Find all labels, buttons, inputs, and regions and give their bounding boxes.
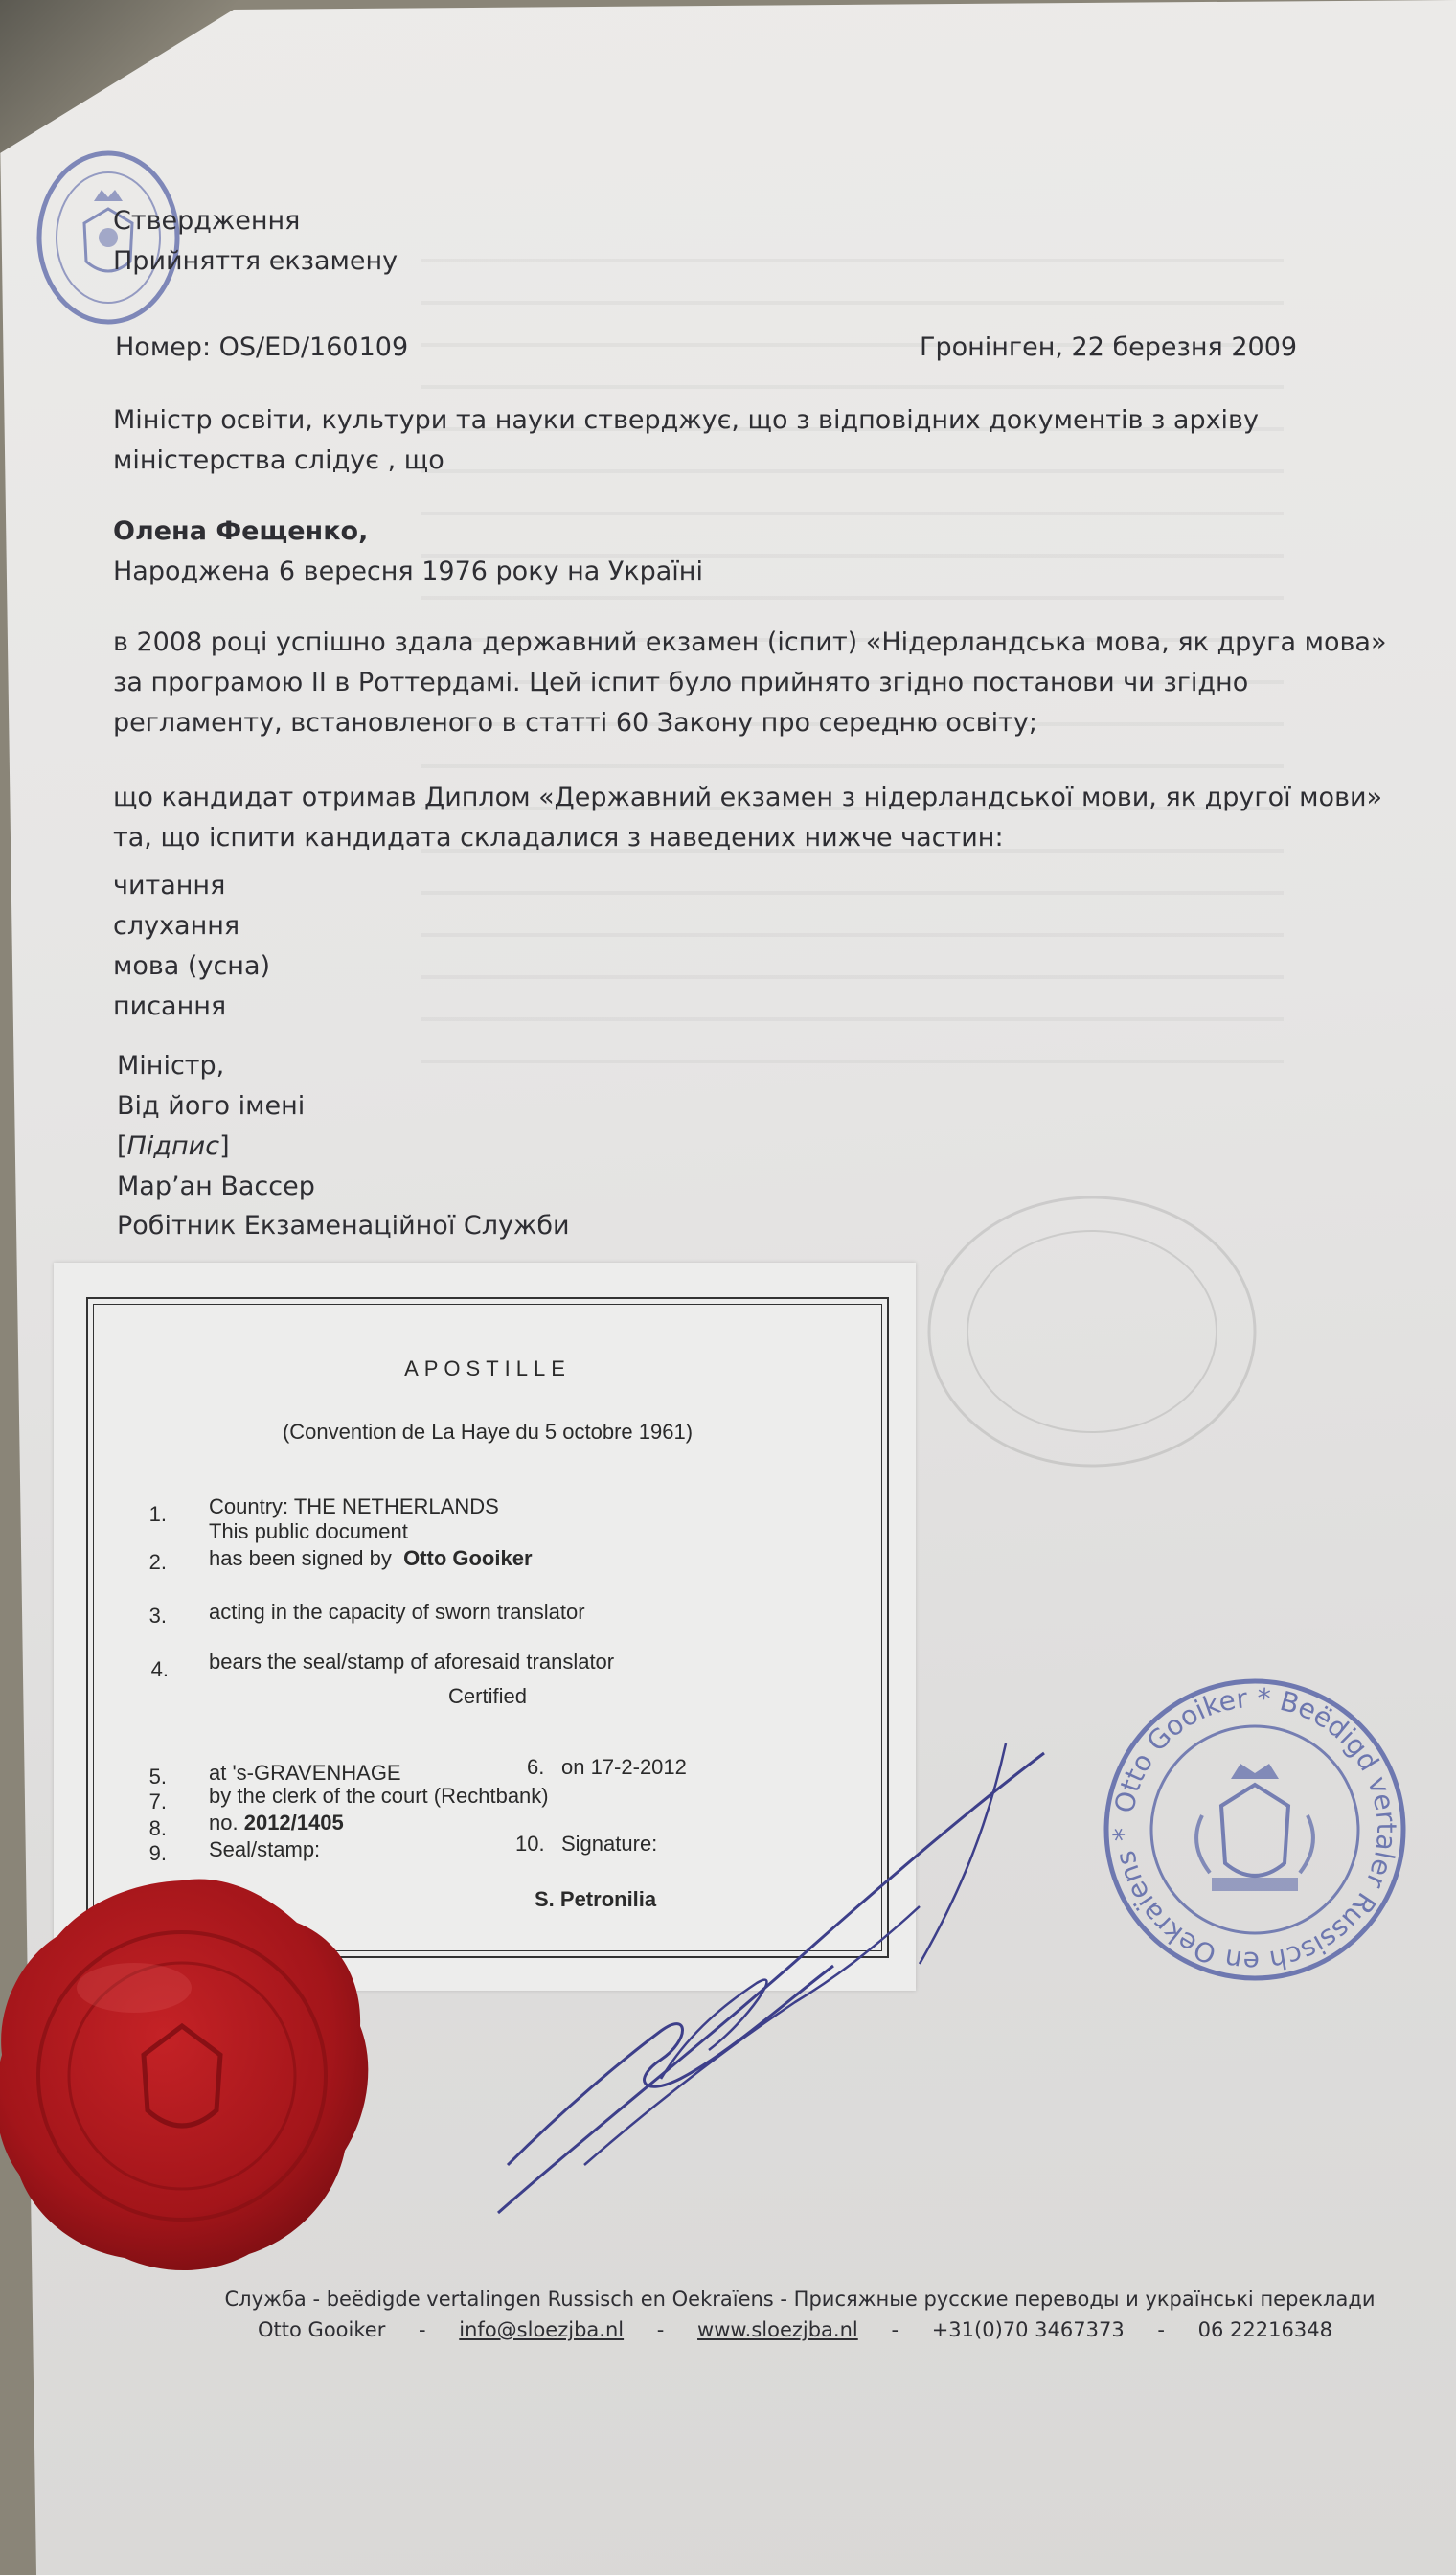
faint-seal — [910, 1178, 1274, 1485]
list-item: читання — [113, 871, 226, 900]
footer-separator: - — [656, 2318, 665, 2341]
wax-seal — [0, 1863, 383, 2285]
handwritten-signature — [469, 1715, 1063, 2232]
list-item: писання — [113, 991, 227, 1021]
apostille-signature-label: Signature: — [561, 1832, 658, 1856]
person-birth: Народжена 6 вересня 1976 року на Україні — [113, 556, 703, 586]
apostille-title: APOSTILLE — [404, 1356, 571, 1380]
apostille-item-number: 10. — [515, 1832, 545, 1856]
footer-name: Otto Gooiker — [258, 2318, 386, 2341]
person-name: Олена Фещенко, — [113, 516, 369, 546]
signature-word: Підпис — [126, 1130, 220, 1161]
apostille-item-number: 6. — [527, 1755, 545, 1779]
apostille-clerk: by the clerk of the court (Rechtbank) — [209, 1784, 549, 1808]
person-block — [113, 512, 703, 592]
apostille-signed-by: has been signed by Otto Gooiker — [209, 1546, 533, 1570]
footer-website-link[interactable]: www.sloezjba.nl — [697, 2318, 858, 2341]
apostille-capacity: acting in the capacity of sworn translator — [209, 1600, 585, 1624]
apostille-item-number: 5. — [148, 1765, 167, 1789]
apostille-date: on 17-2-2012 — [561, 1755, 687, 1779]
apostille-item-number: 8. — [148, 1816, 167, 1840]
exam-paragraph: в 2008 році успішно здала державний екзамен (іспит) «Нідерландська мова, як друга мова» за програмою II в Роттердамі. Цей іспит було прийнято згідно постанови чи згідно регламенту, встановленого в статті 60 Закону про середню освіту; — [113, 627, 1387, 738]
apostille-signatory: S. Petronilia — [535, 1887, 657, 1911]
apostille-seal-stamp: Seal/stamp: — [209, 1837, 321, 1861]
apostille-seal-of: bears the seal/stamp of aforesaid translator — [209, 1650, 615, 1674]
apostille-item-number: 9. — [148, 1841, 167, 1865]
apostille-number: no. 2012/1405 — [209, 1811, 344, 1834]
apostille-public-document: This public document — [209, 1519, 408, 1543]
footer-separator: - — [891, 2318, 899, 2341]
apostille-place: at 's-GRAVENHAGE — [209, 1761, 401, 1785]
apostille-item-number: 7. — [148, 1789, 167, 1813]
footer-contacts — [220, 2318, 1370, 2341]
signature-placeholder: [Підпис] — [117, 1130, 230, 1161]
footer-separator: - — [419, 2318, 426, 2341]
apostille-item-number: 1. — [148, 1502, 167, 1526]
document-heading — [113, 201, 398, 282]
apostille-certified: Certified — [448, 1684, 527, 1708]
place-date: Гронінген, 22 березня 2009 — [920, 332, 1298, 362]
apostille-country: Country: THE NETHERLANDS — [209, 1494, 499, 1518]
footer-mobile: 06 22216348 — [1197, 2318, 1332, 2341]
apostille-convention: (Convention de La Haye du 5 octobre 1961) — [282, 1420, 694, 1444]
heading-line-1: Ствердження — [113, 206, 301, 236]
exam-parts-list — [113, 866, 270, 1026]
apostille-item-number: 3. — [148, 1604, 167, 1628]
signer-role: Робітник Екзаменаційної Служби — [117, 1211, 570, 1242]
document-number: Номер: OS/ED/160109 — [115, 332, 409, 362]
translator-stamp — [1097, 1672, 1413, 1988]
apostille-item-number: 2. — [148, 1550, 167, 1574]
signer-on-behalf: Від його імені — [117, 1090, 306, 1121]
signer-title: Міністр, — [117, 1051, 225, 1081]
diploma-paragraph: що кандидат отримав Диплом «Державний екзамен з нідерландської мови, як другої мови» та, що іспити кандидата складалися з наведених нижче частин: — [113, 783, 1383, 853]
apostille-item-number: 4. — [150, 1657, 169, 1681]
footer-phone: +31(0)70 3467373 — [931, 2318, 1125, 2341]
stamp-ring-text: Otto Gooiker * Beëdigd vertaler Russisch en Oekraïens * — [1106, 1681, 1403, 1978]
list-item: слухання — [113, 910, 240, 941]
apostille-number-value: 2012/1405 — [243, 1811, 344, 1834]
signer-block — [117, 1046, 570, 1246]
footer-email-link[interactable]: info@sloezjba.nl — [459, 2318, 625, 2341]
footer-line-1: Служба - beëdigde vertalingen Russisch en Oekraïens - Присяжные русские переводы и українські переклади — [224, 2288, 1376, 2311]
intro-paragraph: Міністр освіти, культури та науки стверджує, що з відповідних документів з архіву міністерства слідує , що — [113, 405, 1259, 475]
signed-by-value: Otto Gooiker — [403, 1546, 533, 1570]
heading-line-2: Прийняття екзамену — [113, 245, 398, 276]
signer-name: Мар’ан Вассер — [117, 1171, 315, 1201]
list-item: мова (усна) — [113, 950, 271, 981]
footer-separator: - — [1157, 2318, 1165, 2341]
